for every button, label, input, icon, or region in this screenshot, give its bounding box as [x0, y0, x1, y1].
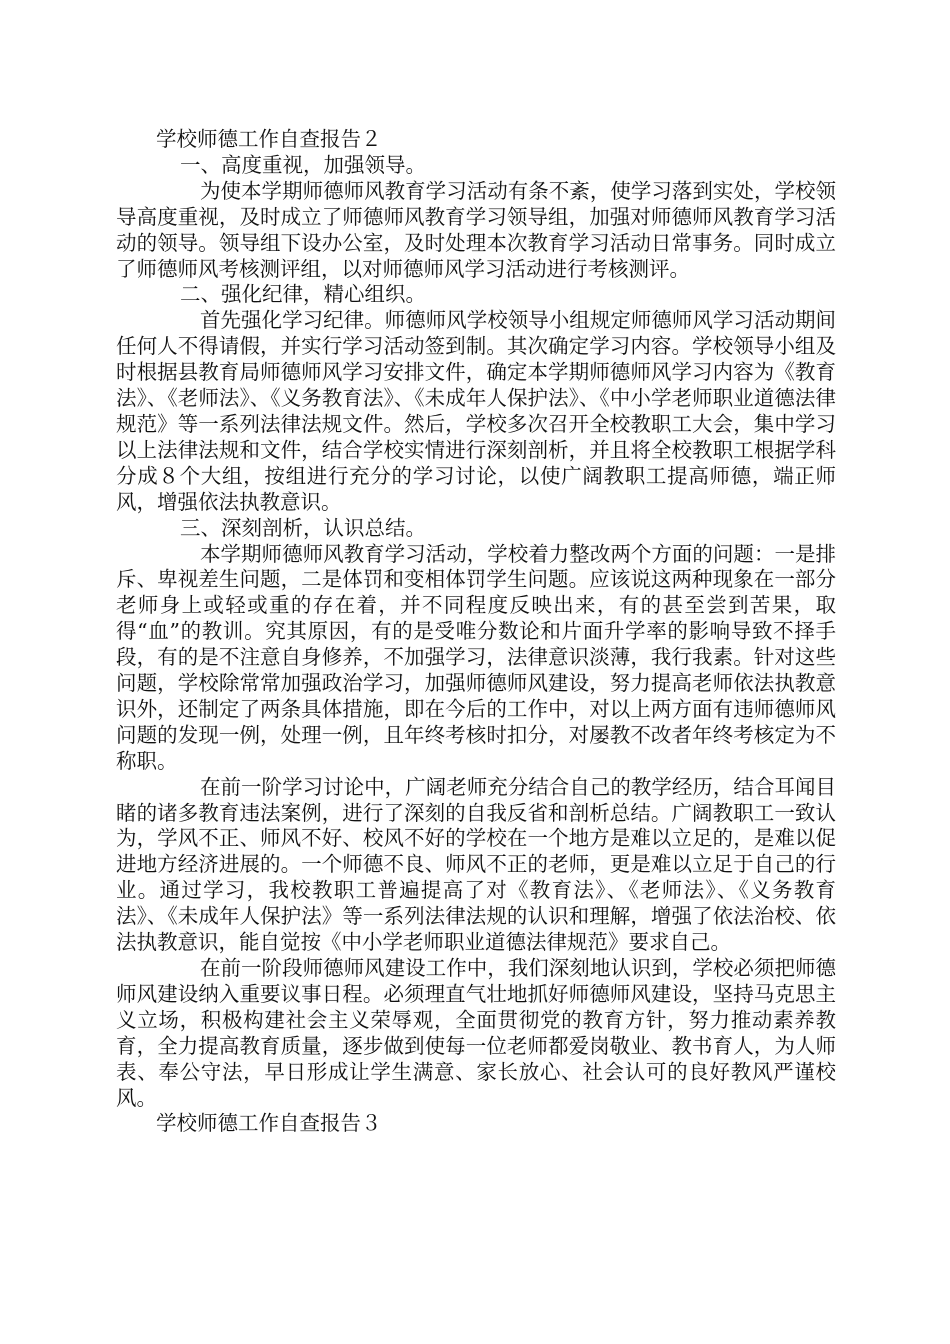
- report-title: 学校师德工作自查报告２: [156, 127, 382, 151]
- section-heading-3: 三、深刻剖析，认识总结。: [180, 515, 426, 540]
- section-heading-1: 一、高度重视，加强领导。: [180, 152, 426, 177]
- paragraph-2: 首先强化学习纪律。师德师风学校领导小组规定师德师风学习活动期间任何人不得请假，并实行学习活动签到制。其次确定学习内容。学校领导小组及时根据县教育局师德师风学习安排文件，确定本学期师德师风学习内容为《教育法》、《老师法》、《义务教育法》、《未成年人保护法》、《中小学老师职业道德法律规范》等一系列法律法规文件。然后，学校多次召开全校教职工大会，集中学习以上法律法规和文件，结合学校实情进行深刻剖析，并且将全校教职工根据学科分成８个大组，按组进行充分的学习讨论，以使广阔教职工提高师德，端正师风，增强依法执教意识。: [116, 308, 836, 514]
- paragraph-4: 在前一阶学习讨论中，广阔老师充分结合自己的教学经历，结合耳闻目睹的诸多教育违法案例，进行了深刻的自我反省和剖析总结。广阔教职工一致认为，学风不正、师风不好、校风不好的学校在一个地方是难以立足的，是难以促进地方经济进展的。一个师德不良、师风不正的老师，更是难以立足于自己的行业。通过学习，我校教职工普遍提高了对《教育法》、《老师法》、《义务教育法》、《未成年人保护法》等一系列法律法规的认识和理解，增强了依法治校、依法执教意识，能自觉按《中小学老师职业道德法律规范》要求自己。: [116, 774, 836, 955]
- paragraph-1: 为使本学期师德师风教育学习活动有条不紊，使学习落到实处，学校领导高度重视，及时成立了师德师风教育学习领导组，加强对师德师风教育学习活动的领导。领导组下设办公室，及时处理本次教育学习活动日常事务。同时成立了师德师风考核测评组，以对师德师风学习活动进行考核测评。: [116, 178, 836, 281]
- document-page: [116, 127, 836, 1137]
- paragraph-5: 在前一阶段师德师风建设工作中，我们深刻地认识到，学校必须把师德师风建设纳入重要议事日程。必须理直气壮地抓好师德师风建设，坚持马克思主义立场，积极构建社会主义荣辱观，全面贯彻党的教育方针，努力推动素养教育，全力提高教育质量，逐步做到使每一位老师都爱岗敬业、教书育人，为人师表、奉公守法，早日形成让学生满意、家长放心、社会认可的良好教风严谨校风。: [116, 956, 836, 1110]
- paragraph-3: 本学期师德师风教育学习活动，学校着力整改两个方面的问题：一是排斥、卑视差生问题，二是体罚和变相体罚学生问题。应该说这两种现象在一部分老师身上或轻或重的存在着，并不同程度反映出来，有的甚至尝到苦果，取得“血”的教训。究其原因，有的是受唯分数论和片面升学率的影响导致不择手段，有的是不注意自身修养，不加强学习，法律意识淡薄，我行我素。针对这些问题，学校除常常加强政治学习，加强师德师风建设，努力提高老师依法执教意识外，还制定了两条具体措施，即在今后的工作中，对以上两方面有违师德师风问题的发现一例，处理一例，且年终考核时扣分，对屡教不改者年终考核定为不称职。: [116, 541, 836, 773]
- section-heading-2: 二、强化纪律，精心组织。: [180, 282, 426, 307]
- report-title-next: 学校师德工作自查报告３: [156, 1111, 382, 1136]
